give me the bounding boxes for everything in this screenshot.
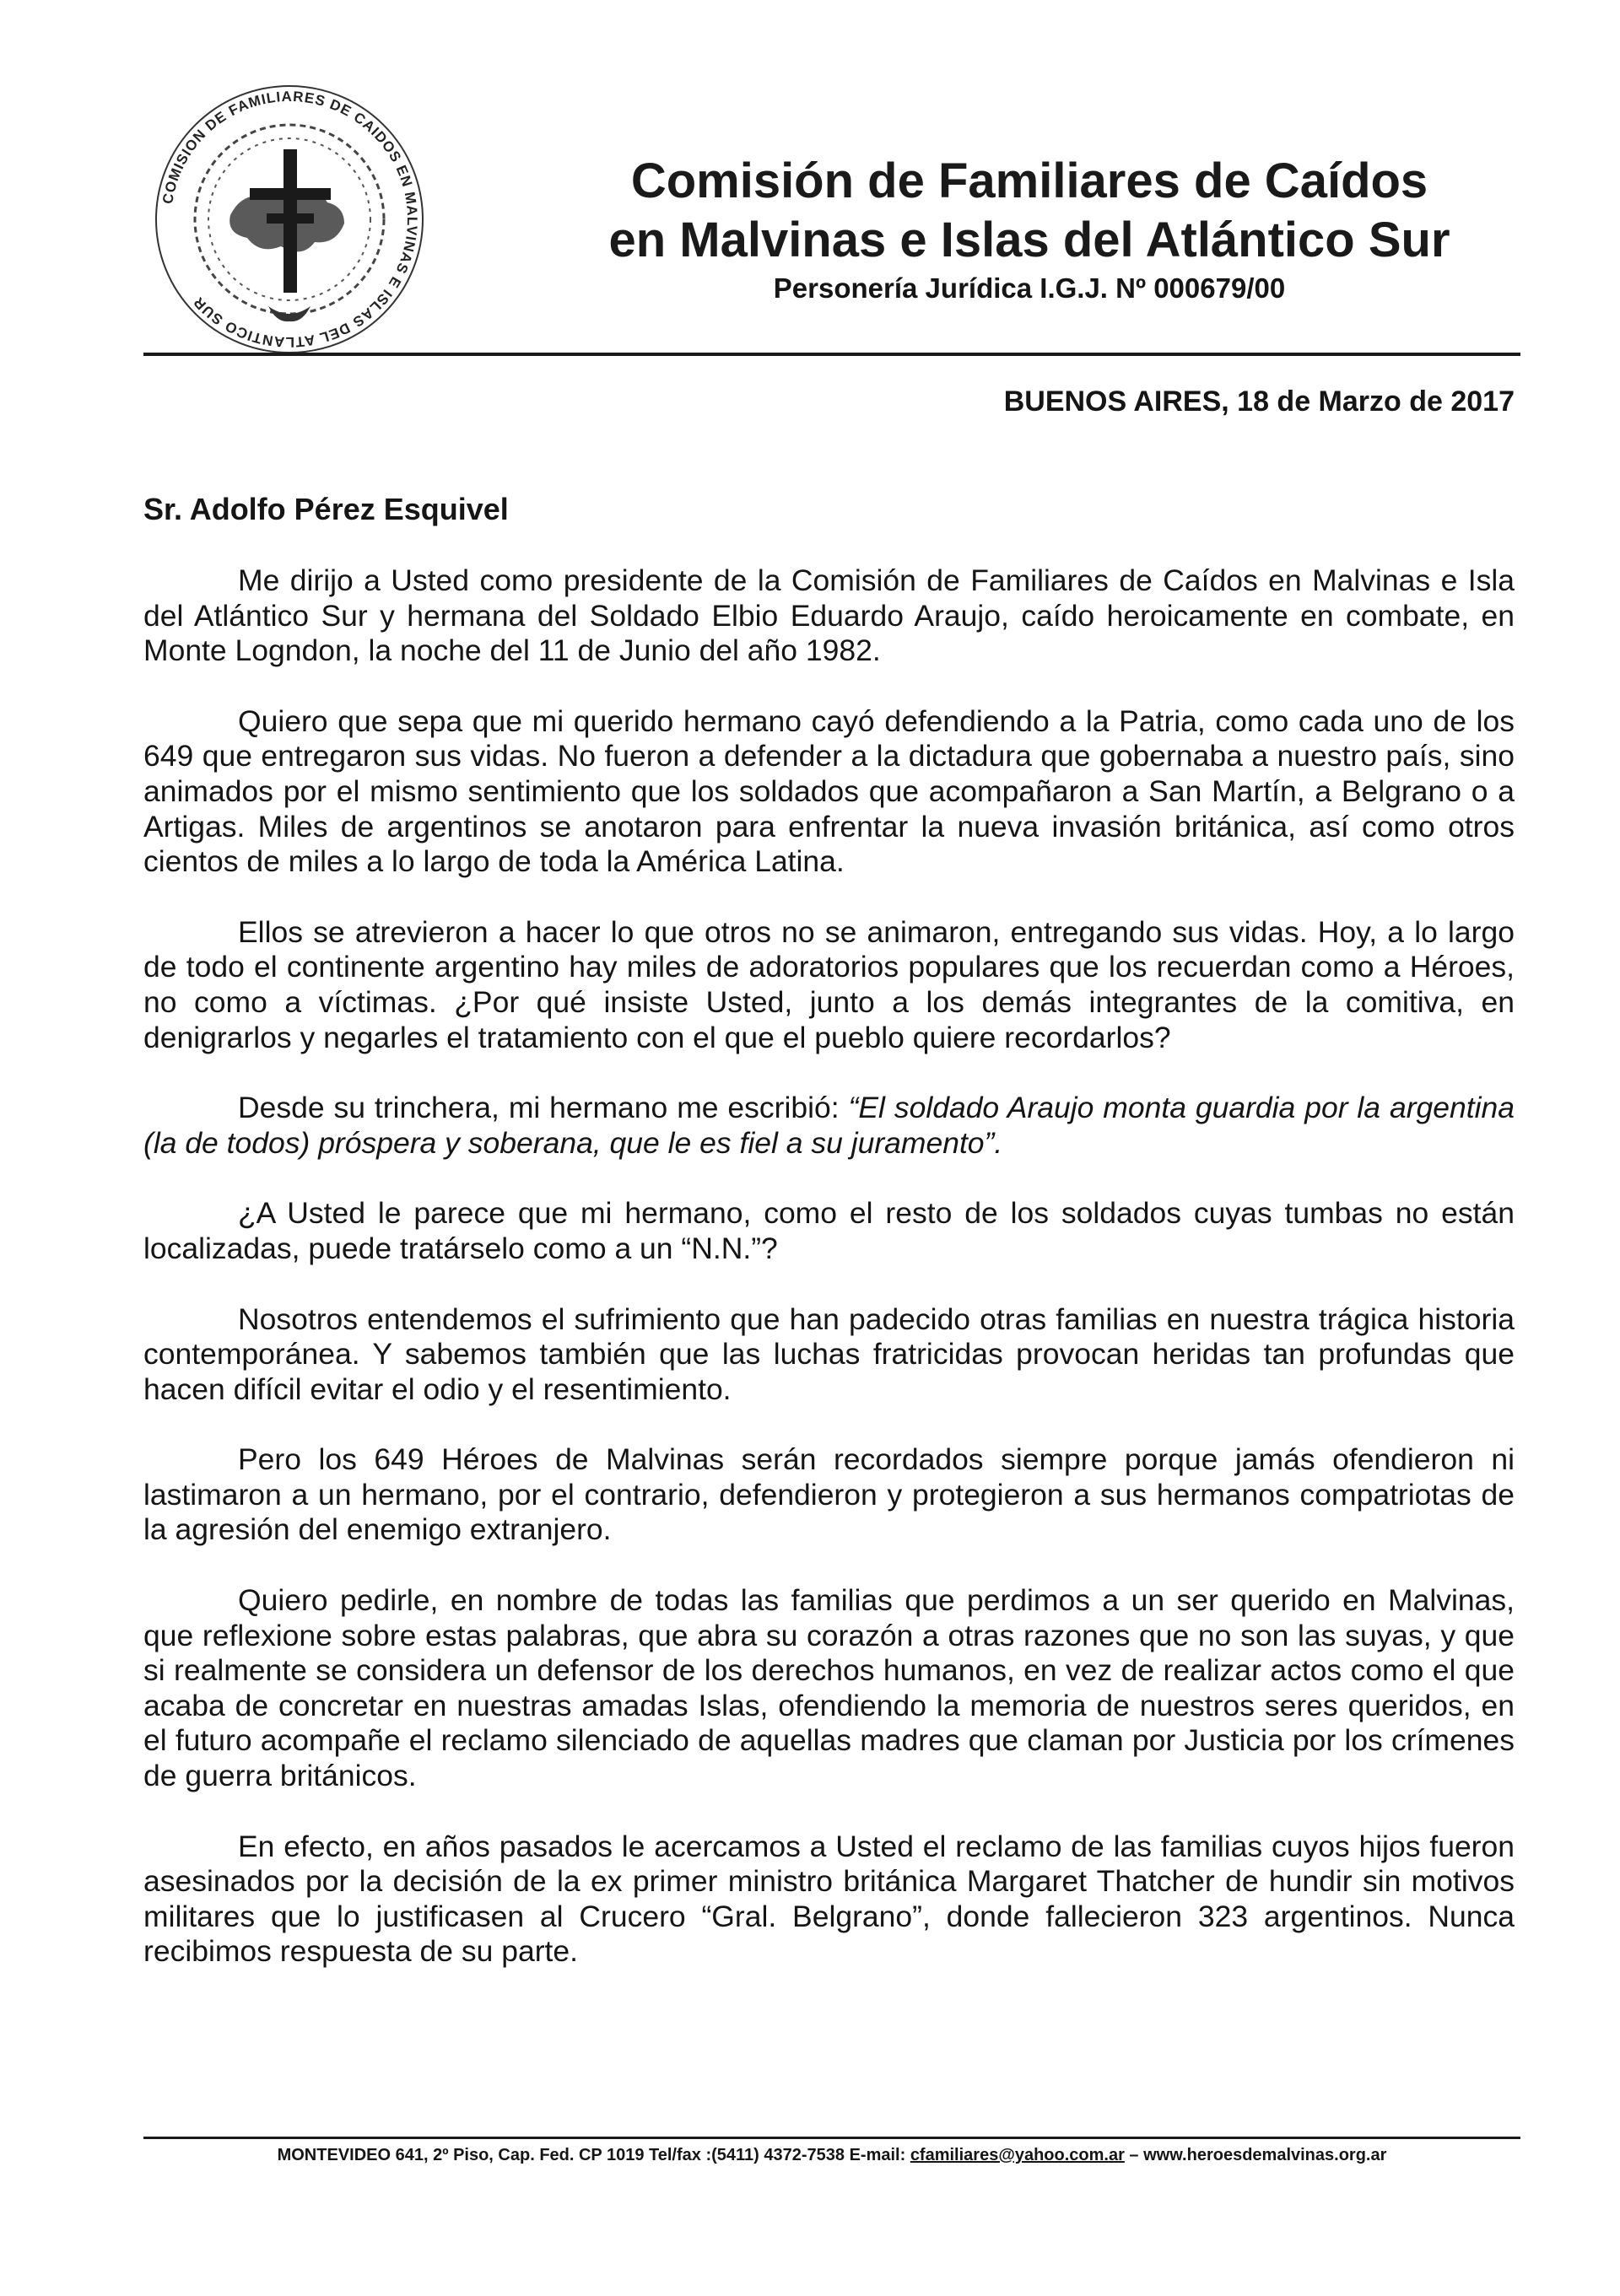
paragraph-8: Quiero pedirle, en nombre de todas las familias que perdimos a un ser querido en Malvinas, que reflexione sobre estas palabras, que abra su corazón a otras razones que no son las suyas, y que si realmente se considera un defensor de los derechos humanos, en vez de realizar actos como el que acaba de concretar en nuestras amadas Islas, ofendiendo la memoria de nuestros seres queridos, en el futuro acompañe el reclamo silenciado de aquellas madres que claman por Justicia por los crímenes de guerra británicos.	[143, 1583, 1515, 1793]
footer-email-link[interactable]: cfamiliares@yahoo.com.ar	[910, 2146, 1125, 2164]
legal-registration: Personería Jurídica I.G.J. Nº 000679/00	[773, 272, 1286, 304]
header-divider	[143, 353, 1520, 356]
paragraph-2: Quiero que sepa que mi querido hermano cayó defendiendo a la Patria, como cada uno de los 649 que entregaron sus vidas. No fueron a defender a la dictadura que gobernaba a nuestro país, sino animados por el mismo sentimiento que los soldados que acompañaron a San Martín, a Belgrano o a Artigas. Miles de argentinos se anotaron para enfrentar la nueva invasión británica, así como otros cientos de miles a lo largo de toda la América Latina.	[143, 703, 1515, 879]
organization-title-line1: Comisión de Familiares de Caídos	[630, 154, 1428, 208]
footer-address: MONTEVIDEO 641, 2º Piso, Cap. Fed. CP 1019 Tel/fax :(5411) 4372-7538 E-mail:	[277, 2146, 910, 2164]
organization-title	[557, 152, 1502, 270]
footer-contact	[143, 2144, 1520, 2166]
letter-body	[143, 563, 1515, 2005]
paragraph-4	[143, 1091, 1515, 1161]
recipient-name: Sr. Adolfo Pérez Esquivel	[143, 492, 509, 526]
footer-divider	[143, 2137, 1520, 2139]
paragraph-6: Nosotros entendemos el sufrimiento que han padecido otras familias en nuestra trágica historia contemporánea. Y sabemos también que las luchas fratricidas provocan heridas tan profundas que hacen difícil evitar el odio y el resentimiento.	[143, 1302, 1515, 1406]
paragraph-7: Pero los 649 Héroes de Malvinas serán recordados siempre porque jamás ofendieron ni lastimaron a un hermano, por el contrario, defendieron y protegieron a sus hermanos compatriotas de la agresión del enemigo extranjero.	[143, 1442, 1515, 1547]
footer-separator: –	[1124, 2146, 1144, 2164]
paragraph-5: ¿A Usted le parece que mi hermano, como el resto de los soldados cuyas tumbas no están localizadas, puede tratárselo como a un “N.N.”?	[143, 1196, 1515, 1265]
paragraph-1: Me dirijo a Usted como presidente de la Comisión de Familiares de Caídos en Malvinas e Isla del Atlántico Sur y hermana del Soldado Elbio Eduardo Araujo, caído heroicamente en combate, en Monte Logndon, la noche del 11 de Junio del año 1982.	[143, 563, 1515, 668]
svg-text:COMISION DE FAMILIARES DE CAID: COMISION DE FAMILIARES DE CAIDOS EN MALVINAS E ISLAS DEL ATLANTICO SUR	[159, 88, 421, 351]
paragraph-4-lead: Desde su trinchera, mi hermano me escribió:	[238, 1091, 849, 1125]
paragraph-9: En efecto, en años pasados le acercamos a Usted el reclamo de las familias cuyos hijos fueron asesinados por la decisión de la ex primer ministro británica Margaret Thatcher de hundir sin motivos militares que lo justificasen al Crucero “Gral. Belgrano”, donde fallecieron 323 argentinos. Nunca recibimos respuesta de su parte.	[143, 1829, 1515, 1969]
footer-website-link[interactable]: www.heroesdemalvinas.org.ar	[1143, 2146, 1387, 2164]
organization-title-line2: en Malvinas e Islas del Atlántico Sur	[608, 213, 1450, 267]
commission-seal-logo	[150, 80, 429, 358]
soldier-quote: “El soldado Araujo monta guardia por la argentina (la de todos) próspera y soberana, que le es fiel a su juramento”.	[143, 1091, 1515, 1160]
paragraph-3: Ellos se atrevieron a hacer lo que otros no se animaron, entregando sus vidas. Hoy, a lo largo de todo el continente argentino hay miles de adoratorios populares que los recuerdan como a Héroes, no como a víctimas. ¿Por qué insiste Usted, junto a los demás integrantes de la comitiva, en denigrarlos y negarles el tratamiento con el que el pueblo quiere recordarlos?	[143, 914, 1515, 1054]
letter-date: BUENOS AIRES, 18 de Marzo de 2017	[1003, 385, 1515, 418]
